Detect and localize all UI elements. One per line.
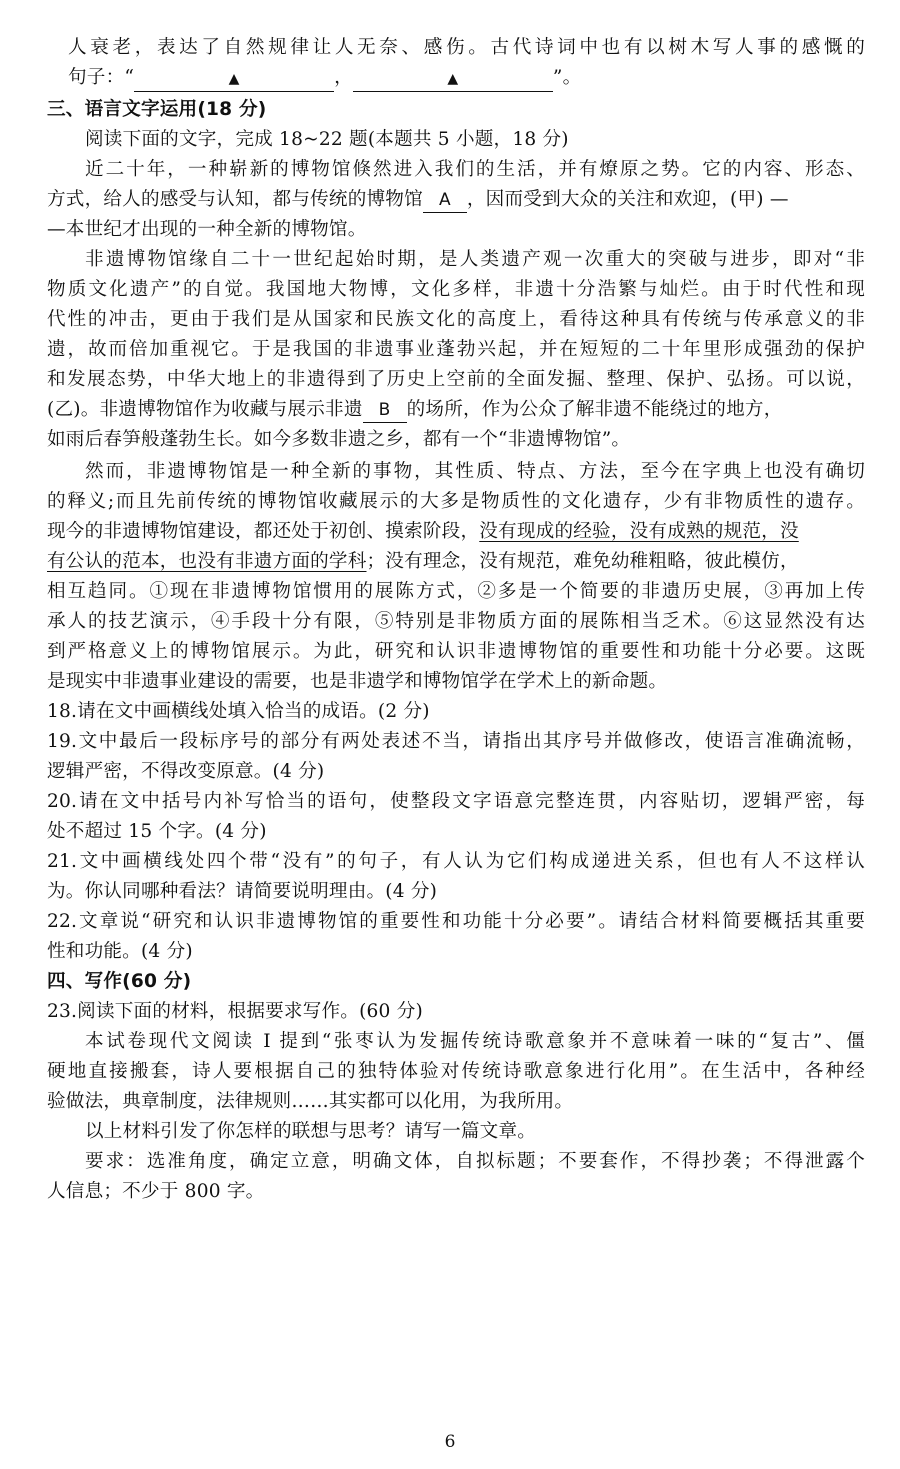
section-heading: 三、语言文字运用(18 分)	[47, 99, 267, 120]
text-line-blank-b	[47, 395, 865, 425]
question-19-cont: 逻辑严密，不得改变原意。(4 分)	[47, 761, 325, 782]
text-line-underlined	[47, 517, 865, 547]
answer-blank[interactable]	[134, 66, 334, 92]
triangle-marker-icon: ▲	[447, 71, 459, 87]
text-fragment: ，因而受到大众的关注和欢迎，(甲) —	[466, 189, 789, 210]
blank-a[interactable]: A	[423, 188, 467, 213]
text-line: 物质文化遗产”的自觉。我国地大物博，文化多样，非遗十分浩繁与灿烂。由于时代性和现	[47, 279, 865, 300]
question-20-cont: 处不超过 15 个字。(4 分)	[47, 821, 267, 842]
text-line: 如雨后春笋般蓬勃生长。如今多数非遗之乡，都有一个“非遗博物馆”。	[47, 429, 631, 450]
question-23: 23.阅读下面的材料，根据要求写作。(60 分)	[47, 1001, 423, 1022]
question-21: 21.文中画横线处四个带“没有”的句子，有人认为它们构成递进关系，但也有人不这样认	[47, 851, 865, 872]
question-18: 18.请在文中画横线处填入恰当的成语。(2 分)	[47, 701, 430, 722]
question-21-cont: 为。你认同哪种看法？请简要说明理由。(4 分)	[47, 881, 438, 902]
text-fragment: ，	[334, 67, 353, 88]
text-fragment: 现今的非遗博物馆建设，都还处于初创、摸索阶段，	[47, 521, 480, 542]
text-line: 验做法，典章制度，法律规则……其实都可以化用，为我所用。	[47, 1091, 574, 1112]
text-line: 以上材料引发了你怎样的联想与思考？请写一篇文章。	[85, 1121, 537, 1142]
text-line: 遗，故而倍加重视它。于是我国的非遗事业蓬勃兴起，并在短短的二十年里形成强劲的保护	[47, 339, 865, 360]
text-line: —本世纪才出现的一种全新的博物馆。	[47, 219, 367, 240]
text-fragment: 方式，给人的感受与认知，都与传统的博物馆	[47, 189, 423, 210]
text-fragment: (乙)。非遗博物馆作为收藏与展示非遗	[47, 399, 363, 420]
section-intro: 阅读下面的文字，完成 18~22 题(本题共 5 小题，18 分)	[85, 129, 569, 150]
text-fragment: ”。	[552, 67, 582, 88]
text-line-blank-a	[47, 185, 865, 215]
underlined-text: 有公认的范本，也没有非遗方面的学科	[47, 551, 367, 572]
text-line: 近二十年，一种崭新的博物馆倏然进入我们的生活，并有燎原之势。它的内容、形态、	[85, 159, 865, 180]
text-line: 人衰老，表达了自然规律让人无奈、感伤。古代诗词中也有以树木写人事的感慨的	[68, 37, 865, 58]
question-20: 20.请在文中括号内补写恰当的语句，使整段文字语意完整连贯，内容贴切，逻辑严密，每	[47, 791, 865, 812]
text-line-underlined	[47, 547, 865, 577]
text-line: 要求：选准角度，确定立意，明确文体，自拟标题；不要套作，不得抄袭；不得泄露个	[85, 1151, 865, 1172]
poem-blank-line	[68, 63, 865, 93]
underlined-text: 没有现成的经验，没有成熟的规范，没	[479, 521, 799, 542]
page-number: 6	[444, 1432, 456, 1452]
text-line: 相互趋同。①现在非遗博物馆惯用的展陈方式，②多是一个简要的非遗历史展，③再加上传	[47, 581, 865, 602]
section-heading: 四、写作(60 分)	[47, 971, 192, 992]
text-line: 本试卷现代文阅读 I 提到“张枣认为发掘传统诗歌意象并不意味着一味的“复古”、僵	[85, 1031, 865, 1052]
answer-blank[interactable]	[353, 66, 553, 92]
triangle-marker-icon: ▲	[228, 71, 240, 87]
text-line: 硬地直接搬套，诗人要根据自己的独特体验对传统诗歌意象进行化用”。在生活中，各种经	[47, 1061, 865, 1082]
blank-b[interactable]: B	[363, 398, 407, 423]
text-line: 的释义;而且先前传统的博物馆收藏展示的大多是物质性的文化遗存，少有非物质性的遗存。	[47, 491, 865, 512]
text-fragment: 的场所，作为公众了解非遗不能绕过的地方，	[406, 399, 783, 420]
text-line: 代性的冲击，更由于我们是从国家和民族文化的高度上，看待这种具有传统与传承意义的非	[47, 309, 865, 330]
text-line: 是现实中非遗事业建设的需要，也是非遗学和博物馆学在学术上的新命题。	[47, 671, 668, 692]
text-line: 然而，非遗博物馆是一种全新的事物，其性质、特点、方法，至今在字典上也没有确切	[85, 461, 865, 482]
question-19: 19.文中最后一段标序号的部分有两处表述不当，请指出其序号并做修改，使语言准确流畅，	[47, 731, 865, 752]
text-fragment: ；没有理念，没有规范，难免幼稚粗略，彼此模仿，	[366, 551, 799, 572]
text-line: 人信息；不少于 800 字。	[47, 1181, 265, 1202]
text-line: 非遗博物馆缘自二十一世纪起始时期，是人类遗产观一次重大的突破与进步，即对“非	[85, 249, 865, 270]
question-22-cont: 性和功能。(4 分)	[47, 941, 193, 962]
text-line: 承人的技艺演示，④手段十分有限，⑤特别是非物质方面的展陈相当乏术。⑥这显然没有达	[47, 611, 865, 632]
text-line: 到严格意义上的博物馆展示。为此，研究和认识非遗博物馆的重要性和功能十分必要。这既	[47, 641, 865, 662]
text-line: 和发展态势，中华大地上的非遗得到了历史上空前的全面发掘、整理、保护、弘扬。可以说，	[47, 369, 865, 390]
question-22: 22.文章说“研究和认识非遗博物馆的重要性和功能十分必要”。请结合材料简要概括其重要	[47, 911, 865, 932]
text-fragment: 句子：“	[68, 67, 135, 88]
